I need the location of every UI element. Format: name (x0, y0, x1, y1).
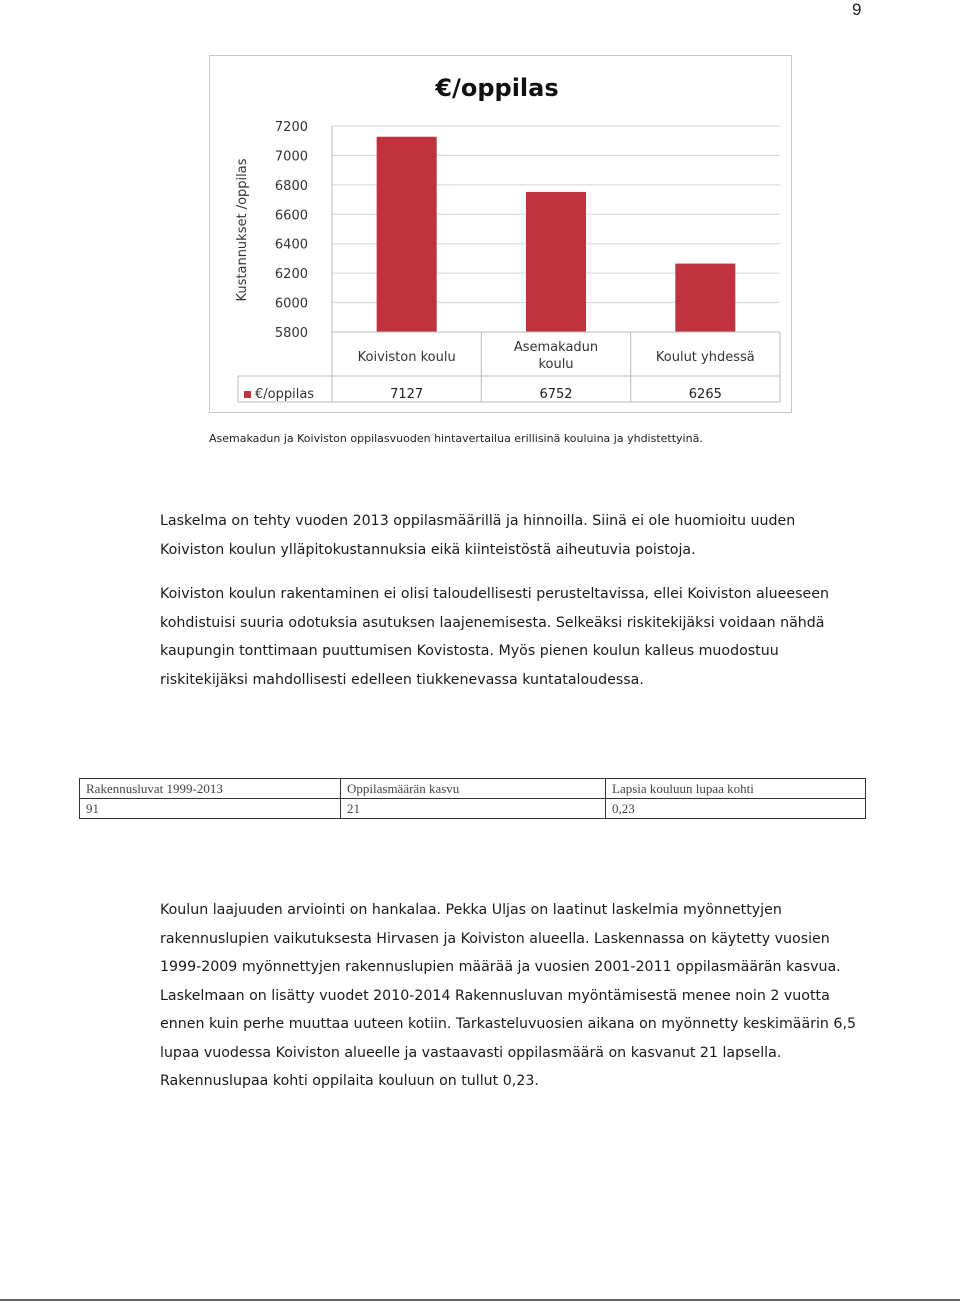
table-header-cell: Lapsia kouluun lupaa kohti (606, 779, 866, 799)
table-row (80, 799, 866, 819)
bar (675, 264, 735, 332)
page-number: 9 (852, 0, 862, 19)
chart-data-table (238, 332, 780, 402)
y-tick-label: 7000 (274, 149, 308, 165)
bar-chart (209, 55, 792, 413)
chart-caption: Asemakadun ja Koiviston oppilasvuoden hintavertailua erillisinä kouluina ja yhdistettyinä. (209, 432, 703, 445)
y-tick-label: 6800 (274, 178, 308, 194)
data-value-label: 6265 (688, 387, 722, 402)
data-value-label: 6752 (539, 387, 573, 402)
table-cell: 91 (80, 799, 341, 819)
data-value-label: 7127 (390, 387, 424, 402)
building-permit-table (79, 778, 866, 819)
table-header-cell: Oppilasmäärän kasvu (341, 779, 606, 799)
bar (377, 137, 437, 332)
y-tick-label: 6600 (274, 208, 308, 224)
x-category-label: koulu (538, 357, 574, 372)
legend-label: €/oppilas (255, 387, 315, 402)
y-axis-title: Kustannukset /oppilas (235, 158, 250, 302)
x-category-label: Asemakadun (513, 340, 599, 355)
bars (377, 137, 736, 332)
x-category-label: Koulut yhdessä (655, 350, 755, 365)
table-header-row (80, 779, 866, 799)
page-bottom-divider (0, 1299, 960, 1301)
paragraph-risk-assessment: Koiviston koulun rakentaminen ei olisi taloudellisesti perusteltavissa, ellei Koiviston alueeseen kohdistuisi suuria odotuksia asutuksen laajenemisesta. Selkeäksi riskitekijäksi voidaan nähdä kaupungin tonttimaan puuttumisen Kovistosta. Myös pienen koulun kalleus muodostuu riskitekijäksi mahdollisesti edelleen tiukkenevassa kuntataloudessa. (160, 586, 829, 688)
table-header-cell: Rakennusluvat 1999-2013 (80, 779, 341, 799)
paragraph-calculation-note: Laskelma on tehty vuoden 2013 oppilasmäärillä ja hinnoilla. Siinä ei ole huomioitu uuden Koiviston koulun ylläpitokustannuksia eikä kiinteistöstä aiheutuvia poistoja. (160, 513, 796, 558)
chart-title: €/oppilas (435, 74, 559, 102)
y-tick-label: 7200 (274, 120, 308, 135)
y-tick-label: 5800 (274, 326, 308, 341)
table-cell: 21 (341, 799, 606, 819)
y-tick-label: 6000 (274, 296, 308, 312)
bar (526, 192, 586, 332)
table-cell: 0,23 (606, 799, 866, 819)
y-tick-label: 6400 (274, 237, 308, 253)
y-axis-ticks (275, 120, 308, 341)
chart-svg (210, 56, 791, 412)
x-category-label: Koiviston koulu (357, 350, 456, 365)
y-tick-label: 6200 (274, 267, 308, 283)
paragraph-scope-estimation: Koulun laajuuden arviointi on hankalaa. Pekka Uljas on laatinut laskelmia myönnettyjen rakennuslupien vaikutuksesta Hirvasen ja Koiviston alueella. Laskennassa on käytetty vuosien 1999-2009 myönnettyjen rakennuslupien määrää ja vuosien 2001-2011 oppilasmäärän kasvua. Laskelmaan on lisätty vuodet 2010-2014 Rakennusluvan myöntämisestä menee noin 2 vuotta ennen kuin perhe muuttaa uuteen kotiin. Tarkasteluvuosien aikana on myönnetty keskimäärin 6,5 lupaa vuodessa Koiviston alueelle ja vastaavasti oppilasmäärä on kasvanut 21 lapsella. Rakennuslupaa kohti oppilaita kouluun on tullut 0,23. (160, 902, 856, 1089)
legend-key (244, 391, 251, 398)
